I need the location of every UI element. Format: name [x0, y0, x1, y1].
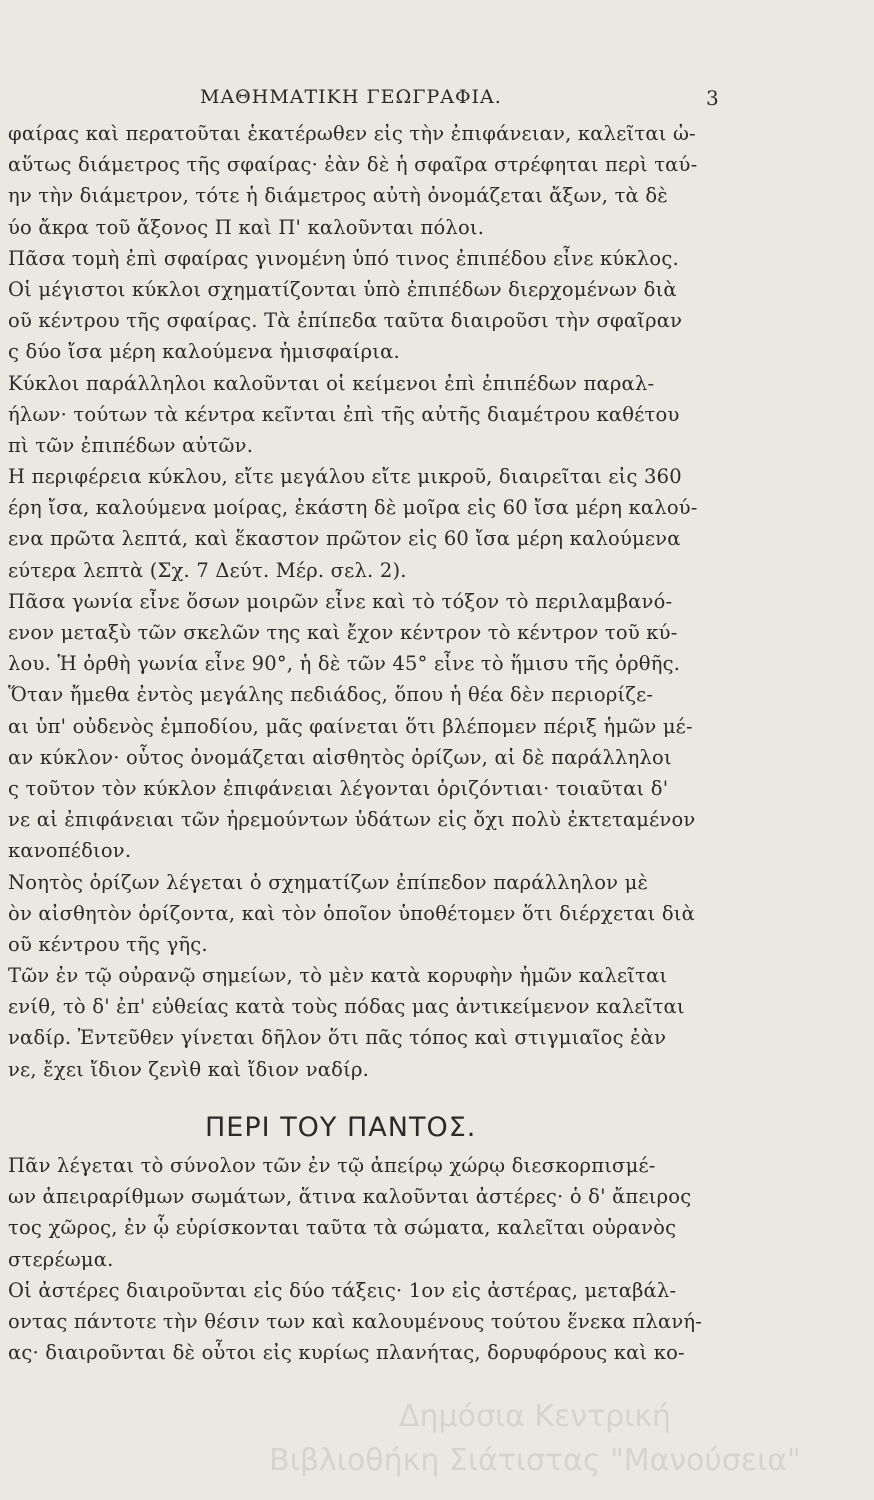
text-line: ενίθ, τὸ δ' ἐπ' εὐθείας κατὰ τοὺς πόδας μας ἀντικείμενον καλεῖται	[8, 995, 685, 1019]
body-text	[8, 118, 738, 1085]
text-line: ων ἀπειραρίθμων σωμάτων, ἅτινα καλοῦνται ἀστέρες· ὁ δ' ἄπειρος	[8, 1185, 692, 1209]
text-line: τος χῶρος, ἐν ᾧ εὑρίσκονται ταῦτα τὰ σώματα, καλεῖται οὐρανὸς	[8, 1216, 677, 1240]
text-line: έρη ἴσα, καλούμενα μοίρας, ἑκάστη δὲ μοῖρα εἰς 60 ἴσα μέρη καλού-	[8, 496, 698, 520]
text-line: Πᾶσα τομὴ ἐπὶ σφαίρας γινομένη ὑπό τινος ἐπιπέδου εἶνε κύκλος.	[8, 246, 679, 270]
text-line: Πᾶν λέγεται τὸ σύνολον τῶν ἐν τῷ ἀπείρῳ χώρῳ διεσκορπισμέ-	[8, 1154, 656, 1177]
text-line: ναδίρ. Ἐντεῦθεν γίνεται δῆλον ὅτι πᾶς τόπος καὶ στιγμιαῖος ἐὰν	[8, 1026, 667, 1050]
text-line: στερέωμα.	[8, 1247, 114, 1271]
text-line: φαίρας καὶ περατοῦται ἑκατέρωθεν εἰς τὴν ἐπιφάνειαν, καλεῖται ὠ-	[8, 122, 696, 145]
text-line: Κύκλοι παράλληλοι καλοῦνται οἱ κείμενοι ἐπὶ ἐπιπέδων παραλ-	[8, 371, 655, 395]
text-line: Οἱ μέγιστοι κύκλοι σχηματίζονται ὑπὸ ἐπιπέδων διερχομένων διὰ	[8, 277, 677, 301]
text-line: ς τοῦτον τὸν κύκλον ἐπιφάνειαι λέγονται ὁριζόντιαι· τοιαῦται δ'	[8, 776, 669, 800]
page-header	[0, 86, 874, 116]
watermark-line: Βιβλιοθήκη Σιάτιστας "Μανούσεια"	[269, 1443, 801, 1478]
page-number: 3	[706, 86, 719, 110]
text-line: λου. Ἡ ὀρθὴ γωνία εἶνε 90°, ἡ δὲ τῶν 45° εἶνε τὸ ἥμισυ τῆς ὀρθῆς.	[8, 652, 681, 676]
text-line: νε αἱ ἐπιφάνειαι τῶν ἠρεμούντων ὑδάτων εἰς ὄχι πολὺ ἐκτεταμένον	[8, 808, 696, 832]
text-line: ενον μεταξὺ τῶν σκελῶν της καὶ ἔχον κέντρον τὸ κέντρον τοῦ κύ-	[8, 621, 678, 644]
text-line: ὸν αἰσθητὸν ὁρίζοντα, καὶ τὸν ὁποῖον ὑποθέτομεν ὅτι διέρχεται διὰ	[8, 901, 696, 925]
watermark-line: Δημόσια Κεντρική	[398, 1399, 672, 1434]
text-line: Η περιφέρεια κύκλου, εἴτε μεγάλου εἴτε μικροῦ, διαιρεῖται εἰς 360	[8, 465, 682, 489]
text-line: ενα πρῶτα λεπτά, καὶ ἕκαστον πρῶτον εἰς 60 ἴσα μέρη καλούμενα	[8, 527, 681, 551]
text-line: ας· διαιροῦνται δὲ οὗτοι εἰς κυρίως πλανήτας, δορυφόρους καὶ κο-	[8, 1341, 685, 1365]
text-line: κανοπέδιον.	[8, 839, 132, 863]
section-text	[8, 1150, 738, 1368]
text-line: νε, ἔχει ἴδιον ζενὶθ καὶ ἴδιον ναδίρ.	[8, 1057, 370, 1081]
text-line: ην τὴν διάμετρον, τότε ἡ διάμετρος αὐτὴ ὀνομάζεται ἄξων, τὰ δὲ	[8, 184, 668, 208]
text-line: Νοητὸς ὁρίζων λέγεται ὁ σχηματίζων ἐπίπεδον παράλληλον μὲ	[8, 870, 649, 894]
text-line: αὕτως διάμετρος τῆς σφαίρας· ἐὰν δὲ ἡ σφαῖρα στρέφηται περὶ ταύ-	[8, 153, 698, 177]
text-line: ς δύο ἴσα μέρη καλούμενα ἡμισφαίρια.	[8, 340, 400, 364]
text-line: Πᾶσα γωνία εἶνε ὅσων μοιρῶν εἶνε καὶ τὸ τόξον τὸ περιλαμβανό-	[8, 589, 673, 613]
text-line: πὶ τῶν ἐπιπέδων αὐτῶν.	[8, 433, 254, 457]
section-heading: ΠΕΡΙ ΤΟΥ ΠΑΝΤΟΣ.	[205, 1112, 477, 1143]
text-line: οντας πάντοτε τὴν θέσιν των καὶ καλουμένους τούτου ἕνεκα πλανή-	[8, 1309, 703, 1333]
text-line: οῦ κέντρου τῆς γῆς.	[8, 932, 208, 956]
library-watermark	[200, 1395, 870, 1483]
text-line: οῦ κέντρου τῆς σφαίρας. Τὰ ἐπίπεδα ταῦτα διαιροῦσι τὴν σφαῖραν	[8, 309, 683, 333]
running-title: ΜΑΘΗΜΑΤΙΚΗ ΓΕΩΓΡΑΦΙΑ.	[200, 86, 502, 108]
text-line: ύο ἄκρα τοῦ ἄξονος Π καὶ Π' καλοῦνται πόλοι.	[8, 215, 485, 239]
text-line: αν κύκλον· οὗτος ὀνομάζεται αἰσθητὸς ὁρίζων, αἱ δὲ παράλληλοι	[8, 745, 672, 769]
text-line: αι ὑπ' οὐδενὸς ἐμποδίου, μᾶς φαίνεται ὅτι βλέπομεν πέριξ ἡμῶν μέ-	[8, 714, 693, 738]
text-line: εύτερα λεπτὰ (Σχ. 7 Δεύτ. Μέρ. σελ. 2).	[8, 558, 407, 582]
text-line: Ὅταν ἤμεθα ἐντὸς μεγάλης πεδιάδος, ὅπου ἡ θέα δὲν περιορίζε-	[8, 683, 654, 707]
text-line: ήλων· τούτων τὰ κέντρα κεῖνται ἐπὶ τῆς αὐτῆς διαμέτρου καθέτου	[8, 402, 680, 426]
text-line: Οἱ ἀστέρες διαιροῦνται εἰς δύο τάξεις· 1ον εἰς ἀστέρας, μεταβάλ-	[8, 1278, 677, 1302]
text-line: Τῶν ἐν τῷ οὐρανῷ σημείων, τὸ μὲν κατὰ κορυφὴν ἡμῶν καλεῖται	[8, 964, 668, 988]
